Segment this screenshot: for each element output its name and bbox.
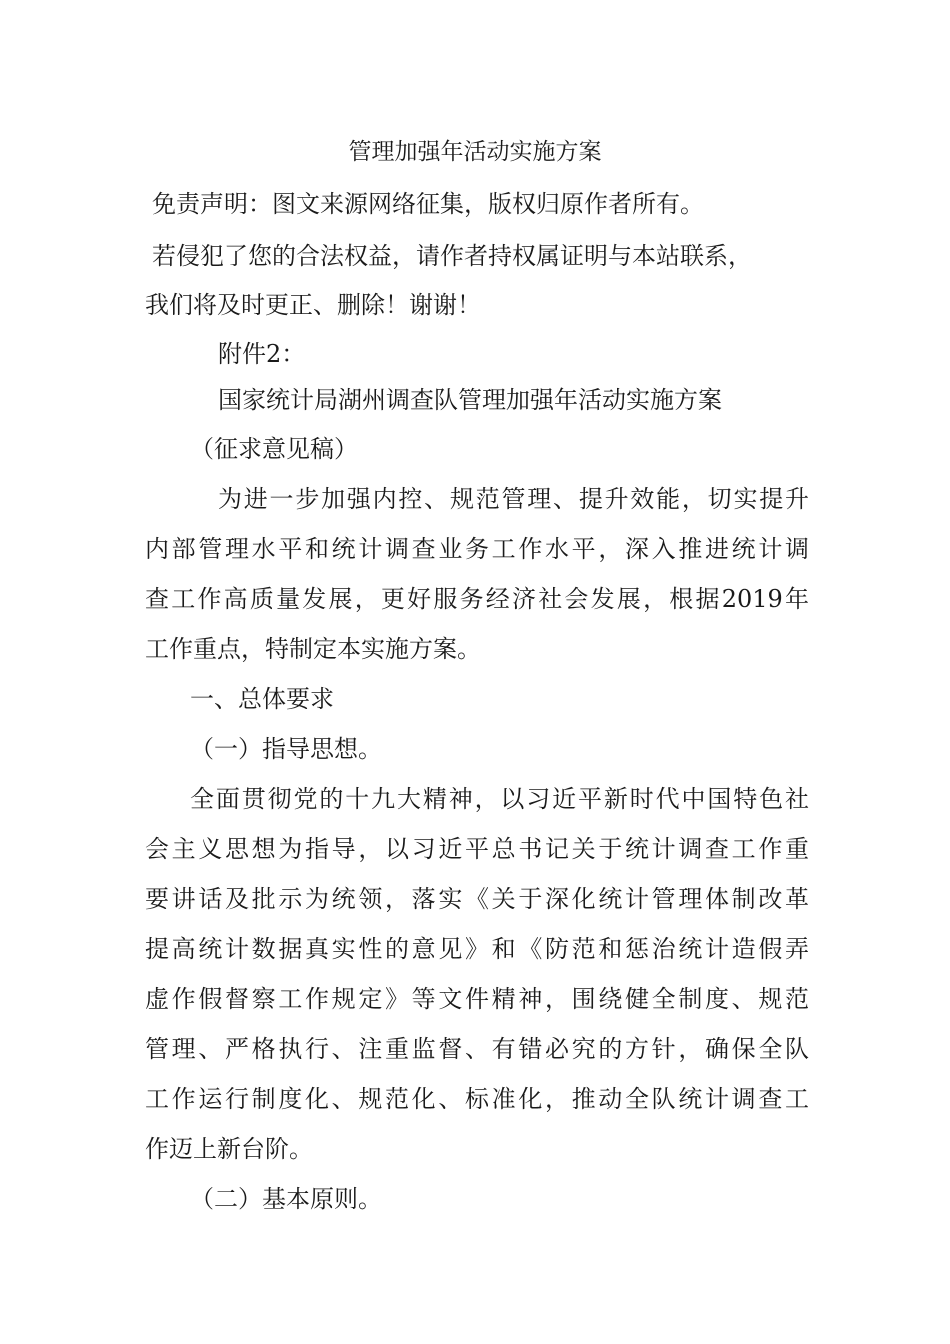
subsection-heading: （一）指导思想。 [190, 735, 382, 763]
paragraph-line: 管理、严格执行、注重监督、有错必究的方针，确保全队 [145, 1035, 809, 1063]
section-heading: 一、总体要求 [190, 685, 334, 713]
paragraph-line: 会主义思想为指导，以习近平总书记关于统计调查工作重 [145, 835, 809, 863]
paragraph-line: 作迈上新台阶。 [145, 1135, 313, 1163]
document-subtitle: 国家统计局湖州调查队管理加强年活动实施方案 [218, 386, 722, 414]
paragraph-line: 提高统计数据真实性的意见》和《防范和惩治统计造假弄 [145, 935, 809, 963]
disclaimer-line-1: 免责声明：图文来源网络征集，版权归原作者所有。 [152, 190, 704, 218]
disclaimer-line-2: 若侵犯了您的合法权益，请作者持权属证明与本站联系， [152, 242, 752, 270]
disclaimer-line-3: 我们将及时更正、删除！谢谢！ [145, 291, 481, 319]
draft-note: （征求意见稿） [190, 435, 358, 463]
paragraph-line: 工作重点，特制定本实施方案。 [145, 635, 481, 663]
paragraph-line: 为进一步加强内控、规范管理、提升效能，切实提升 [218, 485, 809, 513]
paragraph-line: 虚作假督察工作规定》等文件精神，围绕健全制度、规范 [145, 985, 809, 1013]
paragraph-line: 查工作高质量发展，更好服务经济社会发展，根据2019年 [145, 585, 809, 613]
paragraph-line: 内部管理水平和统计调查业务工作水平，深入推进统计调 [145, 535, 809, 563]
paragraph-line: 工作运行制度化、规范化、标准化，推动全队统计调查工 [145, 1085, 809, 1113]
attachment-label: 附件2： [218, 340, 306, 368]
subsection-heading: （二）基本原则。 [190, 1185, 382, 1213]
paragraph-line: 要讲话及批示为统领，落实《关于深化统计管理体制改革 [145, 885, 809, 913]
document-title: 管理加强年活动实施方案 [348, 139, 602, 165]
paragraph-line: 全面贯彻党的十九大精神，以习近平新时代中国特色社 [190, 785, 809, 813]
